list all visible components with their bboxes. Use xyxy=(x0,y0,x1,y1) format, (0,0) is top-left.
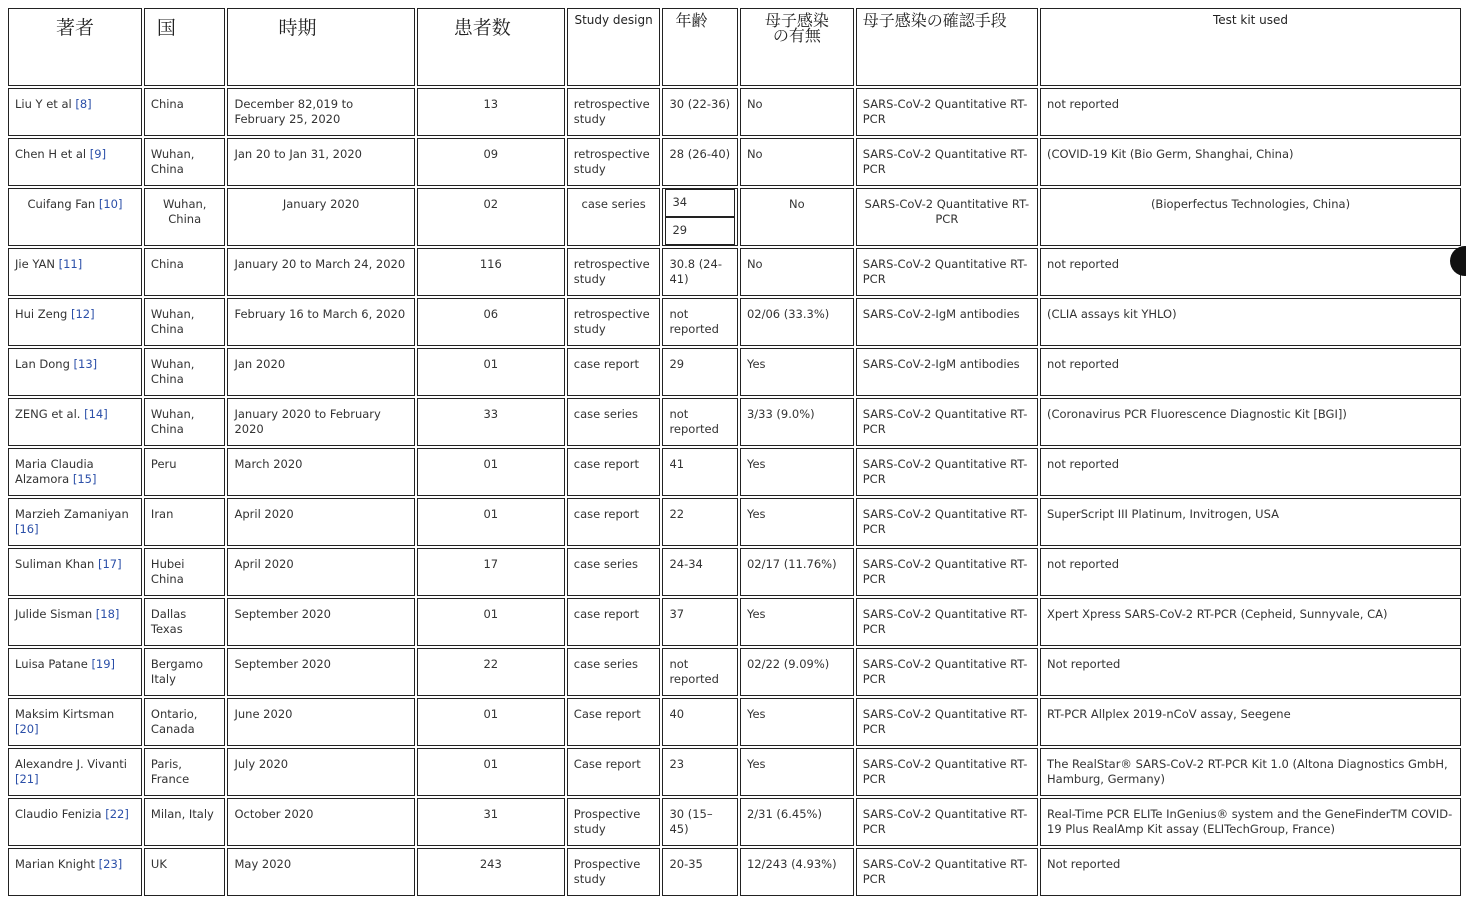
table-row xyxy=(8,648,1461,696)
table-row xyxy=(8,498,1461,546)
cell-period: Jan 2020 xyxy=(227,348,414,396)
cell-period: December 82,019 to February 25, 2020 xyxy=(227,88,414,136)
cell-country: China xyxy=(144,88,226,136)
cell-confirmation: SARS-CoV-2 Quantitative RT-PCR xyxy=(856,248,1038,296)
age-value: 34 xyxy=(665,189,735,217)
cell-age: 37 xyxy=(662,598,738,646)
header-row xyxy=(8,8,1461,86)
table-row xyxy=(8,698,1461,746)
cell-period: January 2020 to February 2020 xyxy=(227,398,414,446)
reference-link[interactable]: [17] xyxy=(98,557,122,571)
cell-test-kit: The RealStar® SARS-CoV-2 RT-PCR Kit 1.0 (Altona Diagnostics GmbH, Hamburg, Germany) xyxy=(1040,748,1461,796)
cell-study-design: retrospective study xyxy=(567,138,661,186)
cell-country: Wuhan, China xyxy=(144,298,226,346)
cell-patients: 01 xyxy=(417,348,565,396)
cell-study-design: retrospective study xyxy=(567,88,661,136)
cell-study-design: case series xyxy=(567,398,661,446)
cell-test-kit: (COVID-19 Kit (Bio Germ, Shanghai, China) xyxy=(1040,138,1461,186)
cell-confirmation: SARS-CoV-2 Quantitative RT-PCR xyxy=(856,648,1038,696)
cell-test-kit: (CLIA assays kit YHLO) xyxy=(1040,298,1461,346)
cell-period: January 20 to March 24, 2020 xyxy=(227,248,414,296)
cell-period: June 2020 xyxy=(227,698,414,746)
cell-study-design: case report xyxy=(567,448,661,496)
cell-age: not reported xyxy=(662,398,738,446)
cell-age: 22 xyxy=(662,498,738,546)
cell-period: October 2020 xyxy=(227,798,414,846)
cell-patients: 02 xyxy=(417,188,565,246)
reference-link[interactable]: [19] xyxy=(91,657,116,671)
cell-country: Hubei China xyxy=(144,548,226,596)
table-row xyxy=(8,598,1461,646)
cell-confirmation: SARS-CoV-2 Quantitative RT-PCR xyxy=(856,548,1038,596)
cell-age: 30.8 (24-41) xyxy=(662,248,738,296)
cell-confirmation: SARS-CoV-2 Quantitative RT-PCR xyxy=(856,848,1038,896)
cell-confirmation: SARS-CoV-2 Quantitative RT-PCR xyxy=(856,88,1038,136)
cell-country: Iran xyxy=(144,498,226,546)
author-name: Cuifang Fan xyxy=(27,197,99,211)
cell-transmission: 02/17 (11.76%) xyxy=(740,548,854,596)
cell-confirmation: SARS-CoV-2 Quantitative RT-PCR xyxy=(856,188,1038,246)
cell-patients: 01 xyxy=(417,698,565,746)
header-period: 時期 xyxy=(227,8,414,86)
cell-transmission: No xyxy=(740,188,854,246)
cell-patients: 09 xyxy=(417,138,565,186)
header-author: 著者 xyxy=(8,8,142,86)
cell-patients: 06 xyxy=(417,298,565,346)
cell-author xyxy=(8,138,142,186)
author-name: Marian Knight xyxy=(15,857,99,871)
cell-age: 41 xyxy=(662,448,738,496)
cell-author xyxy=(8,88,142,136)
cell-study-design: Case report xyxy=(567,748,661,796)
author-name: Claudio Fenizia xyxy=(15,807,106,821)
cell-author xyxy=(8,698,142,746)
table-row xyxy=(8,398,1461,446)
cell-author xyxy=(8,648,142,696)
header-country: 国 xyxy=(144,8,226,86)
cell-patients: 33 xyxy=(417,398,565,446)
cell-age xyxy=(662,188,738,246)
cell-transmission: Yes xyxy=(740,348,854,396)
cell-country: Dallas Texas xyxy=(144,598,226,646)
cell-period: February 16 to March 6, 2020 xyxy=(227,298,414,346)
cell-period: Jan 20 to Jan 31, 2020 xyxy=(227,138,414,186)
cell-test-kit: Not reported xyxy=(1040,848,1461,896)
author-name: Alexandre J. Vivanti xyxy=(15,757,127,771)
reference-link[interactable]: [16] xyxy=(15,522,39,536)
cell-confirmation: SARS-CoV-2 Quantitative RT-PCR xyxy=(856,448,1038,496)
author-name: Suliman Khan xyxy=(15,557,98,571)
cell-author xyxy=(8,398,142,446)
cell-confirmation: SARS-CoV-2 Quantitative RT-PCR xyxy=(856,748,1038,796)
cell-author xyxy=(8,188,142,246)
cell-transmission: 12/243 (4.93%) xyxy=(740,848,854,896)
cell-country: Bergamo Italy xyxy=(144,648,226,696)
cell-age: not reported xyxy=(662,298,738,346)
cell-transmission: 02/22 (9.09%) xyxy=(740,648,854,696)
table-row xyxy=(8,548,1461,596)
cell-period: May 2020 xyxy=(227,848,414,896)
cell-country: Wuhan, China xyxy=(144,348,226,396)
cell-country: Ontario, Canada xyxy=(144,698,226,746)
cell-country: China xyxy=(144,248,226,296)
cell-transmission: Yes xyxy=(740,498,854,546)
cell-period: January 2020 xyxy=(227,188,414,246)
author-name: Marzieh Zamaniyan xyxy=(15,507,129,521)
cell-patients: 01 xyxy=(417,448,565,496)
cell-test-kit: not reported xyxy=(1040,548,1461,596)
reference-link[interactable]: [9] xyxy=(89,147,107,161)
cell-author xyxy=(8,448,142,496)
cell-transmission: Yes xyxy=(740,748,854,796)
header-transmission: 母子感染の有無 xyxy=(740,8,854,86)
cell-transmission: Yes xyxy=(740,448,854,496)
cell-transmission: Yes xyxy=(740,698,854,746)
cell-period: September 2020 xyxy=(227,648,414,696)
author-name: Liu Y et al xyxy=(15,97,76,111)
reference-link[interactable]: [13] xyxy=(73,357,98,371)
cell-age: 30 (15–45) xyxy=(662,798,738,846)
cell-confirmation: SARS-CoV-2 Quantitative RT-PCR xyxy=(856,398,1038,446)
cell-test-kit: Real-Time PCR ELITe InGenius® system and the GeneFinderTM COVID-19 Plus RealAmp Kit assay (ELITechGroup, France) xyxy=(1040,798,1461,846)
cell-study-design: case report xyxy=(567,498,661,546)
cell-patients: 22 xyxy=(417,648,565,696)
cell-period: April 2020 xyxy=(227,548,414,596)
cell-age: 40 xyxy=(662,698,738,746)
table-row xyxy=(8,348,1461,396)
cell-age: 29 xyxy=(662,348,738,396)
cell-study-design: case report xyxy=(567,348,661,396)
cell-test-kit: RT-PCR Allplex 2019-nCoV assay, Seegene xyxy=(1040,698,1461,746)
cell-age: 20-35 xyxy=(662,848,738,896)
cell-study-design: Prospective study xyxy=(567,848,661,896)
cell-transmission: Yes xyxy=(740,598,854,646)
table-row xyxy=(8,188,1461,246)
author-name: Jie YAN xyxy=(15,257,59,271)
reference-link[interactable]: [10] xyxy=(98,197,123,211)
cell-study-design: case series xyxy=(567,188,661,246)
cell-age: 23 xyxy=(662,748,738,796)
cell-author xyxy=(8,848,142,896)
table-row xyxy=(8,748,1461,796)
cell-country: UK xyxy=(144,848,226,896)
cell-period: July 2020 xyxy=(227,748,414,796)
table-row xyxy=(8,248,1461,296)
cell-test-kit: not reported xyxy=(1040,348,1461,396)
cell-confirmation: SARS-CoV-2 Quantitative RT-PCR xyxy=(856,598,1038,646)
cell-confirmation: SARS-CoV-2 Quantitative RT-PCR xyxy=(856,138,1038,186)
reference-link[interactable]: [12] xyxy=(70,307,95,321)
cell-patients: 17 xyxy=(417,548,565,596)
reference-link[interactable]: [15] xyxy=(72,472,97,486)
cell-author xyxy=(8,748,142,796)
table-row xyxy=(8,298,1461,346)
cell-author xyxy=(8,248,142,296)
cell-author xyxy=(8,598,142,646)
cell-author xyxy=(8,798,142,846)
cell-country: Milan, Italy xyxy=(144,798,226,846)
cell-patients: 01 xyxy=(417,598,565,646)
cell-confirmation: SARS-CoV-2 Quantitative RT-PCR xyxy=(856,798,1038,846)
cell-study-design: case series xyxy=(567,548,661,596)
cell-patients: 01 xyxy=(417,748,565,796)
author-name: Lan Dong xyxy=(15,357,74,371)
reference-link[interactable]: [11] xyxy=(58,257,83,271)
cell-transmission: No xyxy=(740,88,854,136)
cell-test-kit: SuperScript III Platinum, Invitrogen, USA xyxy=(1040,498,1461,546)
cell-test-kit: Not reported xyxy=(1040,648,1461,696)
author-name: Chen H et al xyxy=(15,147,90,161)
cell-period: April 2020 xyxy=(227,498,414,546)
reference-link[interactable]: [18] xyxy=(95,607,120,621)
author-name: Maksim Kirtsman xyxy=(15,707,115,721)
header-confirmation: 母子感染の確認手段 xyxy=(856,8,1038,86)
cell-patients: 13 xyxy=(417,88,565,136)
cell-country: Peru xyxy=(144,448,226,496)
cell-author xyxy=(8,498,142,546)
cell-study-design: retrospective study xyxy=(567,298,661,346)
cell-confirmation: SARS-CoV-2-IgM antibodies xyxy=(856,298,1038,346)
cell-patients: 116 xyxy=(417,248,565,296)
reference-link[interactable]: [14] xyxy=(84,407,108,421)
cell-study-design: Case report xyxy=(567,698,661,746)
cell-study-design: case series xyxy=(567,648,661,696)
cell-transmission: No xyxy=(740,138,854,186)
cell-confirmation: SARS-CoV-2 Quantitative RT-PCR xyxy=(856,498,1038,546)
cell-confirmation: SARS-CoV-2-IgM antibodies xyxy=(856,348,1038,396)
cell-patients: 01 xyxy=(417,498,565,546)
cell-test-kit: (Bioperfectus Technologies, China) xyxy=(1040,188,1461,246)
cell-transmission: 02/06 (33.3%) xyxy=(740,298,854,346)
author-name: Maria Claudia Alzamora xyxy=(15,457,94,486)
cell-age: 24-34 xyxy=(662,548,738,596)
reference-link[interactable]: [23] xyxy=(98,857,123,871)
cell-country: Wuhan, China xyxy=(144,138,226,186)
header-test-kit: Test kit used xyxy=(1040,8,1461,86)
cell-country: Wuhan, China xyxy=(144,398,226,446)
cell-country: Wuhan, China xyxy=(144,188,226,246)
table-row xyxy=(8,138,1461,186)
reference-link[interactable]: [22] xyxy=(105,807,129,821)
table-row xyxy=(8,448,1461,496)
header-age: 年齢 xyxy=(662,8,738,86)
cell-age: 30 (22-36) xyxy=(662,88,738,136)
reference-link[interactable]: [20] xyxy=(15,722,39,736)
author-name: Luisa Patane xyxy=(15,657,92,671)
reference-link[interactable]: [21] xyxy=(15,772,39,786)
table-row xyxy=(8,88,1461,136)
cell-test-kit: not reported xyxy=(1040,88,1461,136)
studies-table xyxy=(6,6,1463,898)
table-row xyxy=(8,798,1461,846)
cell-transmission: 2/31 (6.45%) xyxy=(740,798,854,846)
cell-test-kit: (Coronavirus PCR Fluorescence Diagnostic Kit [BGI]) xyxy=(1040,398,1461,446)
cell-test-kit: Xpert Xpress SARS-CoV-2 RT-PCR (Cepheid, Sunnyvale, CA) xyxy=(1040,598,1461,646)
cell-author xyxy=(8,548,142,596)
cell-patients: 31 xyxy=(417,798,565,846)
cell-study-design: case report xyxy=(567,598,661,646)
age-subtable xyxy=(665,189,735,245)
cell-confirmation: SARS-CoV-2 Quantitative RT-PCR xyxy=(856,698,1038,746)
cell-period: September 2020 xyxy=(227,598,414,646)
table-row xyxy=(8,848,1461,896)
reference-link[interactable]: [8] xyxy=(75,97,92,111)
cell-study-design: retrospective study xyxy=(567,248,661,296)
cell-study-design: Prospective study xyxy=(567,798,661,846)
header-patients: 患者数 xyxy=(417,8,565,86)
cell-age: not reported xyxy=(662,648,738,696)
cell-author xyxy=(8,298,142,346)
cell-author xyxy=(8,348,142,396)
header-study-design: Study design xyxy=(567,8,661,86)
cell-patients: 243 xyxy=(417,848,565,896)
cell-transmission: No xyxy=(740,248,854,296)
cell-test-kit: not reported xyxy=(1040,448,1461,496)
cell-test-kit: not reported xyxy=(1040,248,1461,296)
author-name: Julide Sisman xyxy=(15,607,96,621)
cell-country: Paris, France xyxy=(144,748,226,796)
cell-period: March 2020 xyxy=(227,448,414,496)
cell-age: 28 (26-40) xyxy=(662,138,738,186)
author-name: ZENG et al. xyxy=(15,407,85,421)
author-name: Hui Zeng xyxy=(15,307,71,321)
age-value: 29 xyxy=(665,217,735,245)
cell-transmission: 3/33 (9.0%) xyxy=(740,398,854,446)
